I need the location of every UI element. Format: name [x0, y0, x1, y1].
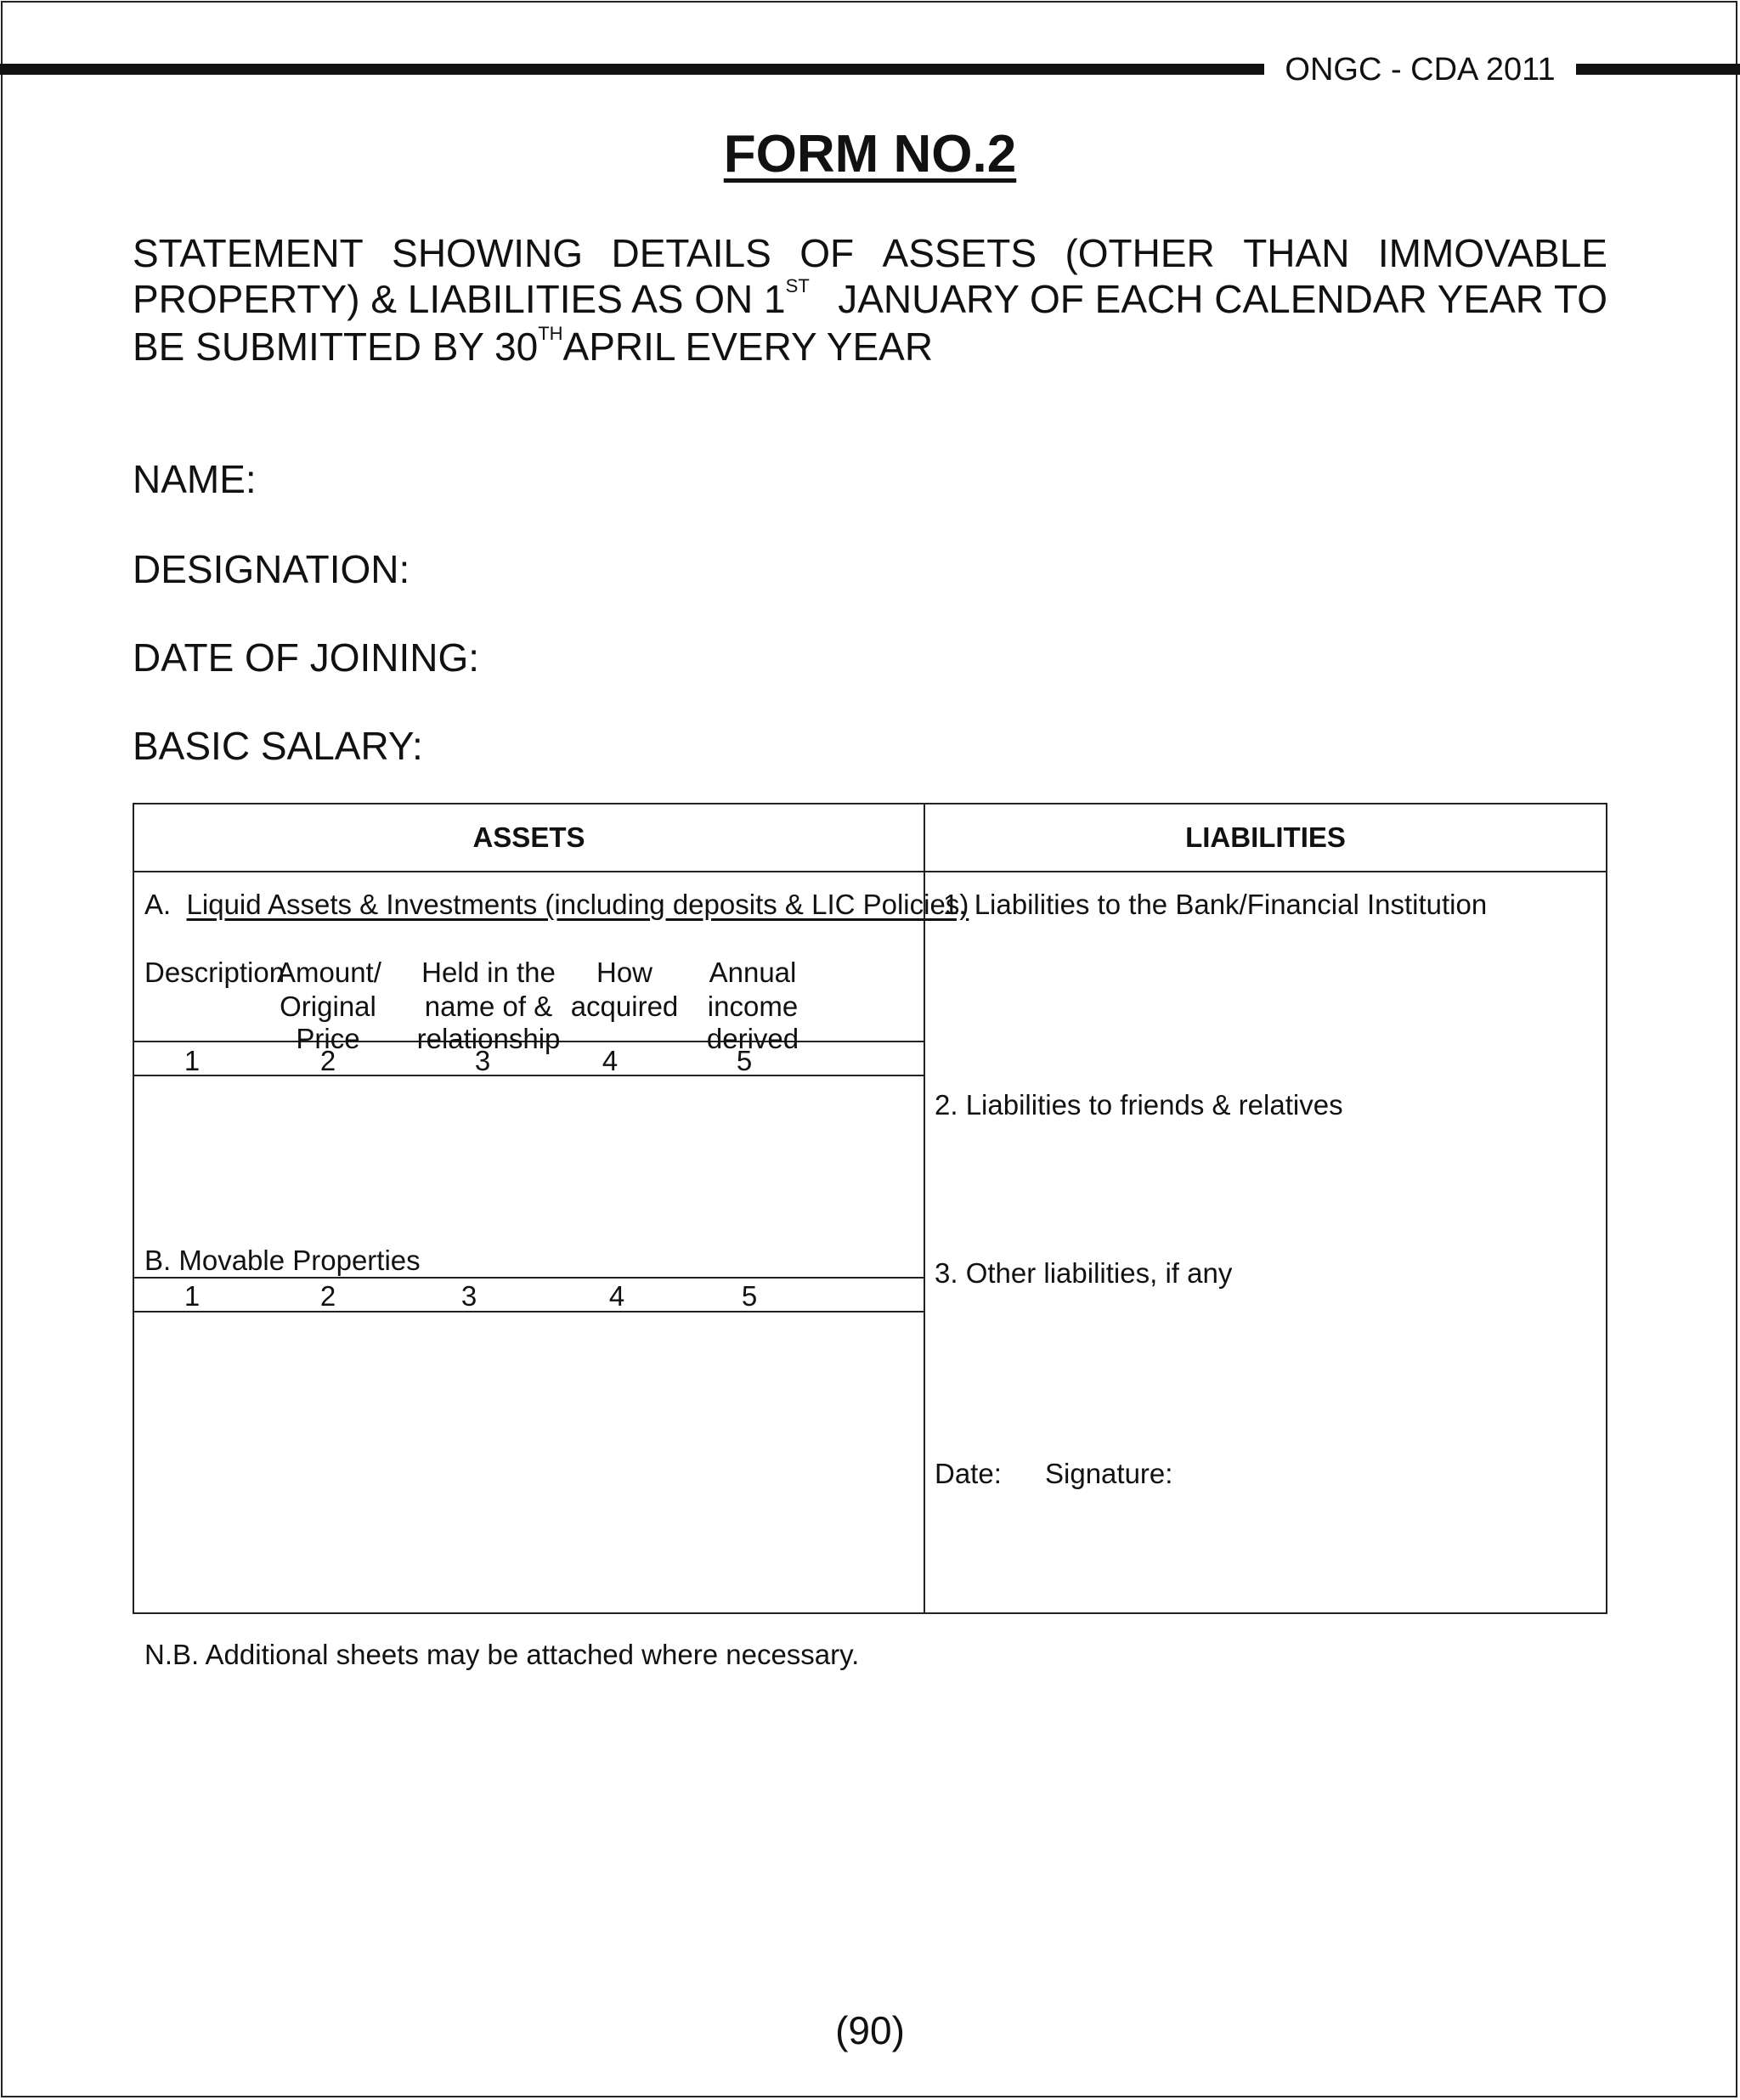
section-a-column-number: 2	[319, 1045, 336, 1076]
column-annual-line-1: Annual	[709, 957, 797, 988]
section-b-column-number: 2	[319, 1280, 336, 1312]
section-b-column-number: 5	[741, 1280, 758, 1312]
liability-friends-label: 2. Liabilities to friends & relatives	[935, 1089, 1343, 1121]
date-of-joining-field-label: DATE OF JOINING:	[133, 635, 480, 680]
liability-bank-label: 1. Liabilities to the Bank/Financial Institution	[943, 889, 1488, 920]
section-b-column-number: 3	[460, 1280, 477, 1312]
signature-label: Signature:	[1045, 1458, 1173, 1489]
assets-liabilities-table	[133, 803, 1607, 1614]
column-annual-line-2: income	[707, 991, 799, 1022]
section-a-column-number: 1	[184, 1045, 201, 1076]
header-rule-right	[1576, 64, 1740, 75]
column-held-line-2: name of &	[424, 991, 553, 1022]
date-label: Date:	[935, 1458, 1002, 1489]
column-held-line-3: relationship	[416, 1023, 561, 1054]
form-title: FORM NO.2	[723, 125, 1017, 183]
column-how-line-2: acquired	[570, 991, 679, 1022]
table-header-rule	[134, 871, 1606, 872]
statement-line-2: PROPERTY) & LIABILITIES AS ON 1ST JANUARY OF EACH CALENDAR YEAR TO	[133, 275, 1607, 321]
page-number: (90)	[835, 2008, 905, 2052]
section-a-column-number: 4	[602, 1045, 619, 1076]
section-b-heading: B. Movable Properties	[144, 1245, 421, 1276]
section-a-heading: A. Liquid Assets & Investments (including deposits & LIC Policies)	[144, 889, 969, 920]
column-amount-line-1: Amount/	[277, 957, 381, 988]
document-reference: ONGC - CDA 2011	[1285, 52, 1556, 88]
statement-line-1: STATEMENT SHOWING DETAILS OF ASSETS (OTHER THAN IMMOVABLE	[133, 231, 1607, 275]
designation-field-label: DESIGNATION:	[133, 547, 410, 591]
section-a-column-number: 3	[474, 1045, 491, 1076]
column-held-line-1: Held in the	[421, 957, 556, 988]
footnote: N.B. Additional sheets may be attached where necessary.	[144, 1639, 860, 1670]
column-description: Description	[144, 957, 285, 988]
statement-line-3: BE SUBMITTED BY 30THAPRIL EVERY YEAR	[133, 323, 934, 369]
header-rule-left	[0, 64, 1264, 75]
column-amount-line-3: Price	[296, 1023, 360, 1054]
liabilities-header: LIABILITIES	[1185, 821, 1346, 853]
column-amount-line-2: Original	[280, 991, 376, 1022]
basic-salary-field-label: BASIC SALARY:	[133, 724, 423, 768]
column-annual-line-3: derived	[706, 1023, 799, 1054]
table-column-divider	[924, 804, 925, 1612]
section-b-column-number: 1	[184, 1280, 201, 1312]
liability-other-label: 3. Other liabilities, if any	[935, 1257, 1233, 1289]
section-a-column-number: 5	[736, 1045, 753, 1076]
section-b-column-number: 4	[608, 1280, 625, 1312]
column-how-line-1: How	[596, 957, 653, 988]
section-a-number-rule	[134, 1075, 924, 1076]
assets-header: ASSETS	[472, 821, 585, 853]
name-field-label: NAME:	[133, 457, 257, 501]
section-b-number-rule	[134, 1311, 924, 1312]
